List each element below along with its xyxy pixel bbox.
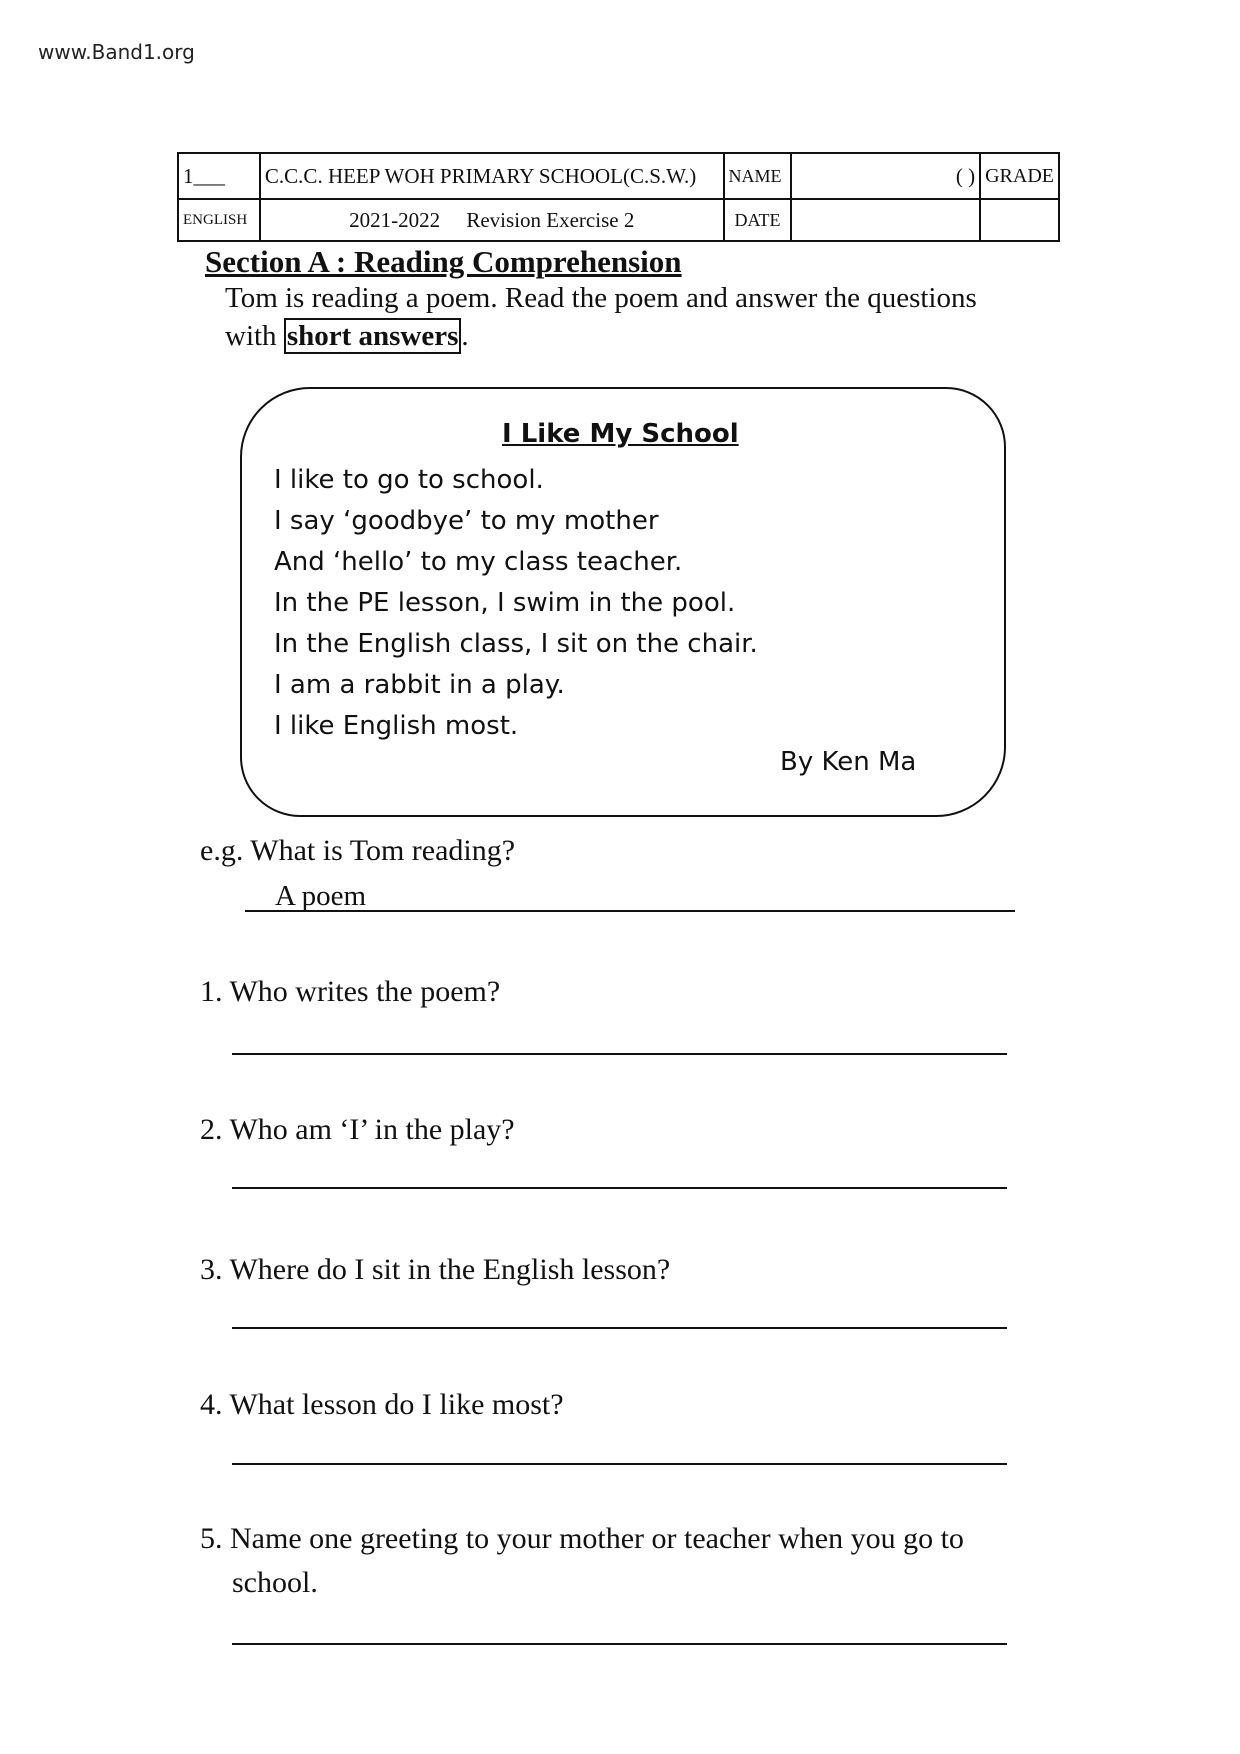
instruction-line-1: Tom is reading a poem. Read the poem and answer the questions [225, 282, 977, 314]
poem-line: I like English most. [274, 711, 519, 741]
example-question: e.g. What is Tom reading? [200, 834, 516, 867]
answer-line-5[interactable] [232, 1643, 1007, 1645]
poem-author: By Ken Ma [780, 747, 917, 777]
question-5: 5. Name one greeting to your mother or teacher when you go to [200, 1522, 964, 1555]
poem-box [240, 387, 1006, 817]
school-year: 2021-2022 [349, 207, 441, 232]
short-answers-emphasis: short answers [284, 318, 462, 354]
poem-line: And ‘hello’ to my class teacher. [274, 547, 683, 577]
question-1: 1. Who writes the poem? [200, 975, 501, 1008]
instruction-text: with [225, 320, 284, 352]
answer-line-1[interactable] [232, 1053, 1007, 1055]
poem-line: In the PE lesson, I swim in the pool. [274, 588, 736, 618]
question-5-cont: school. [232, 1566, 318, 1599]
instruction-line-2 [225, 320, 469, 353]
answer-line-3[interactable] [232, 1327, 1007, 1329]
question-3: 3. Where do I sit in the English lesson? [200, 1253, 671, 1286]
question-2: 2. Who am ‘I’ in the play? [200, 1113, 515, 1146]
poem-line: I say ‘goodbye’ to my mother [274, 506, 659, 536]
header-table [177, 152, 1060, 242]
date-field[interactable] [791, 199, 980, 241]
poem-title: I Like My School [502, 419, 739, 449]
grade-label: GRADE [980, 153, 1059, 199]
grade-field [980, 199, 1059, 241]
exercise-info [260, 199, 724, 241]
answer-line-4[interactable] [232, 1463, 1007, 1465]
name-label: NAME [724, 153, 792, 199]
poem-line: I like to go to school. [274, 465, 544, 495]
school-name: C.C.C. HEEP WOH PRIMARY SCHOOL(C.S.W.) [260, 153, 724, 199]
answer-line-2[interactable] [232, 1187, 1007, 1189]
question-4: 4. What lesson do I like most? [200, 1388, 564, 1421]
subject-label: ENGLISH [178, 199, 260, 241]
example-answer-line [245, 910, 1015, 912]
instruction-period: . [461, 320, 469, 352]
poem-line: In the English class, I sit on the chair. [274, 629, 758, 659]
date-label: DATE [724, 199, 792, 241]
poem-line: I am a rabbit in a play. [274, 670, 565, 700]
example-answer: A poem [275, 880, 367, 912]
class-number-field[interactable]: ( ) [791, 153, 980, 199]
watermark: www.Band1.org [38, 40, 195, 64]
page-number: 1___ [178, 153, 260, 199]
section-title: Section A : Reading Comprehension [205, 244, 682, 279]
exercise-title: Revision Exercise 2 [466, 207, 635, 232]
